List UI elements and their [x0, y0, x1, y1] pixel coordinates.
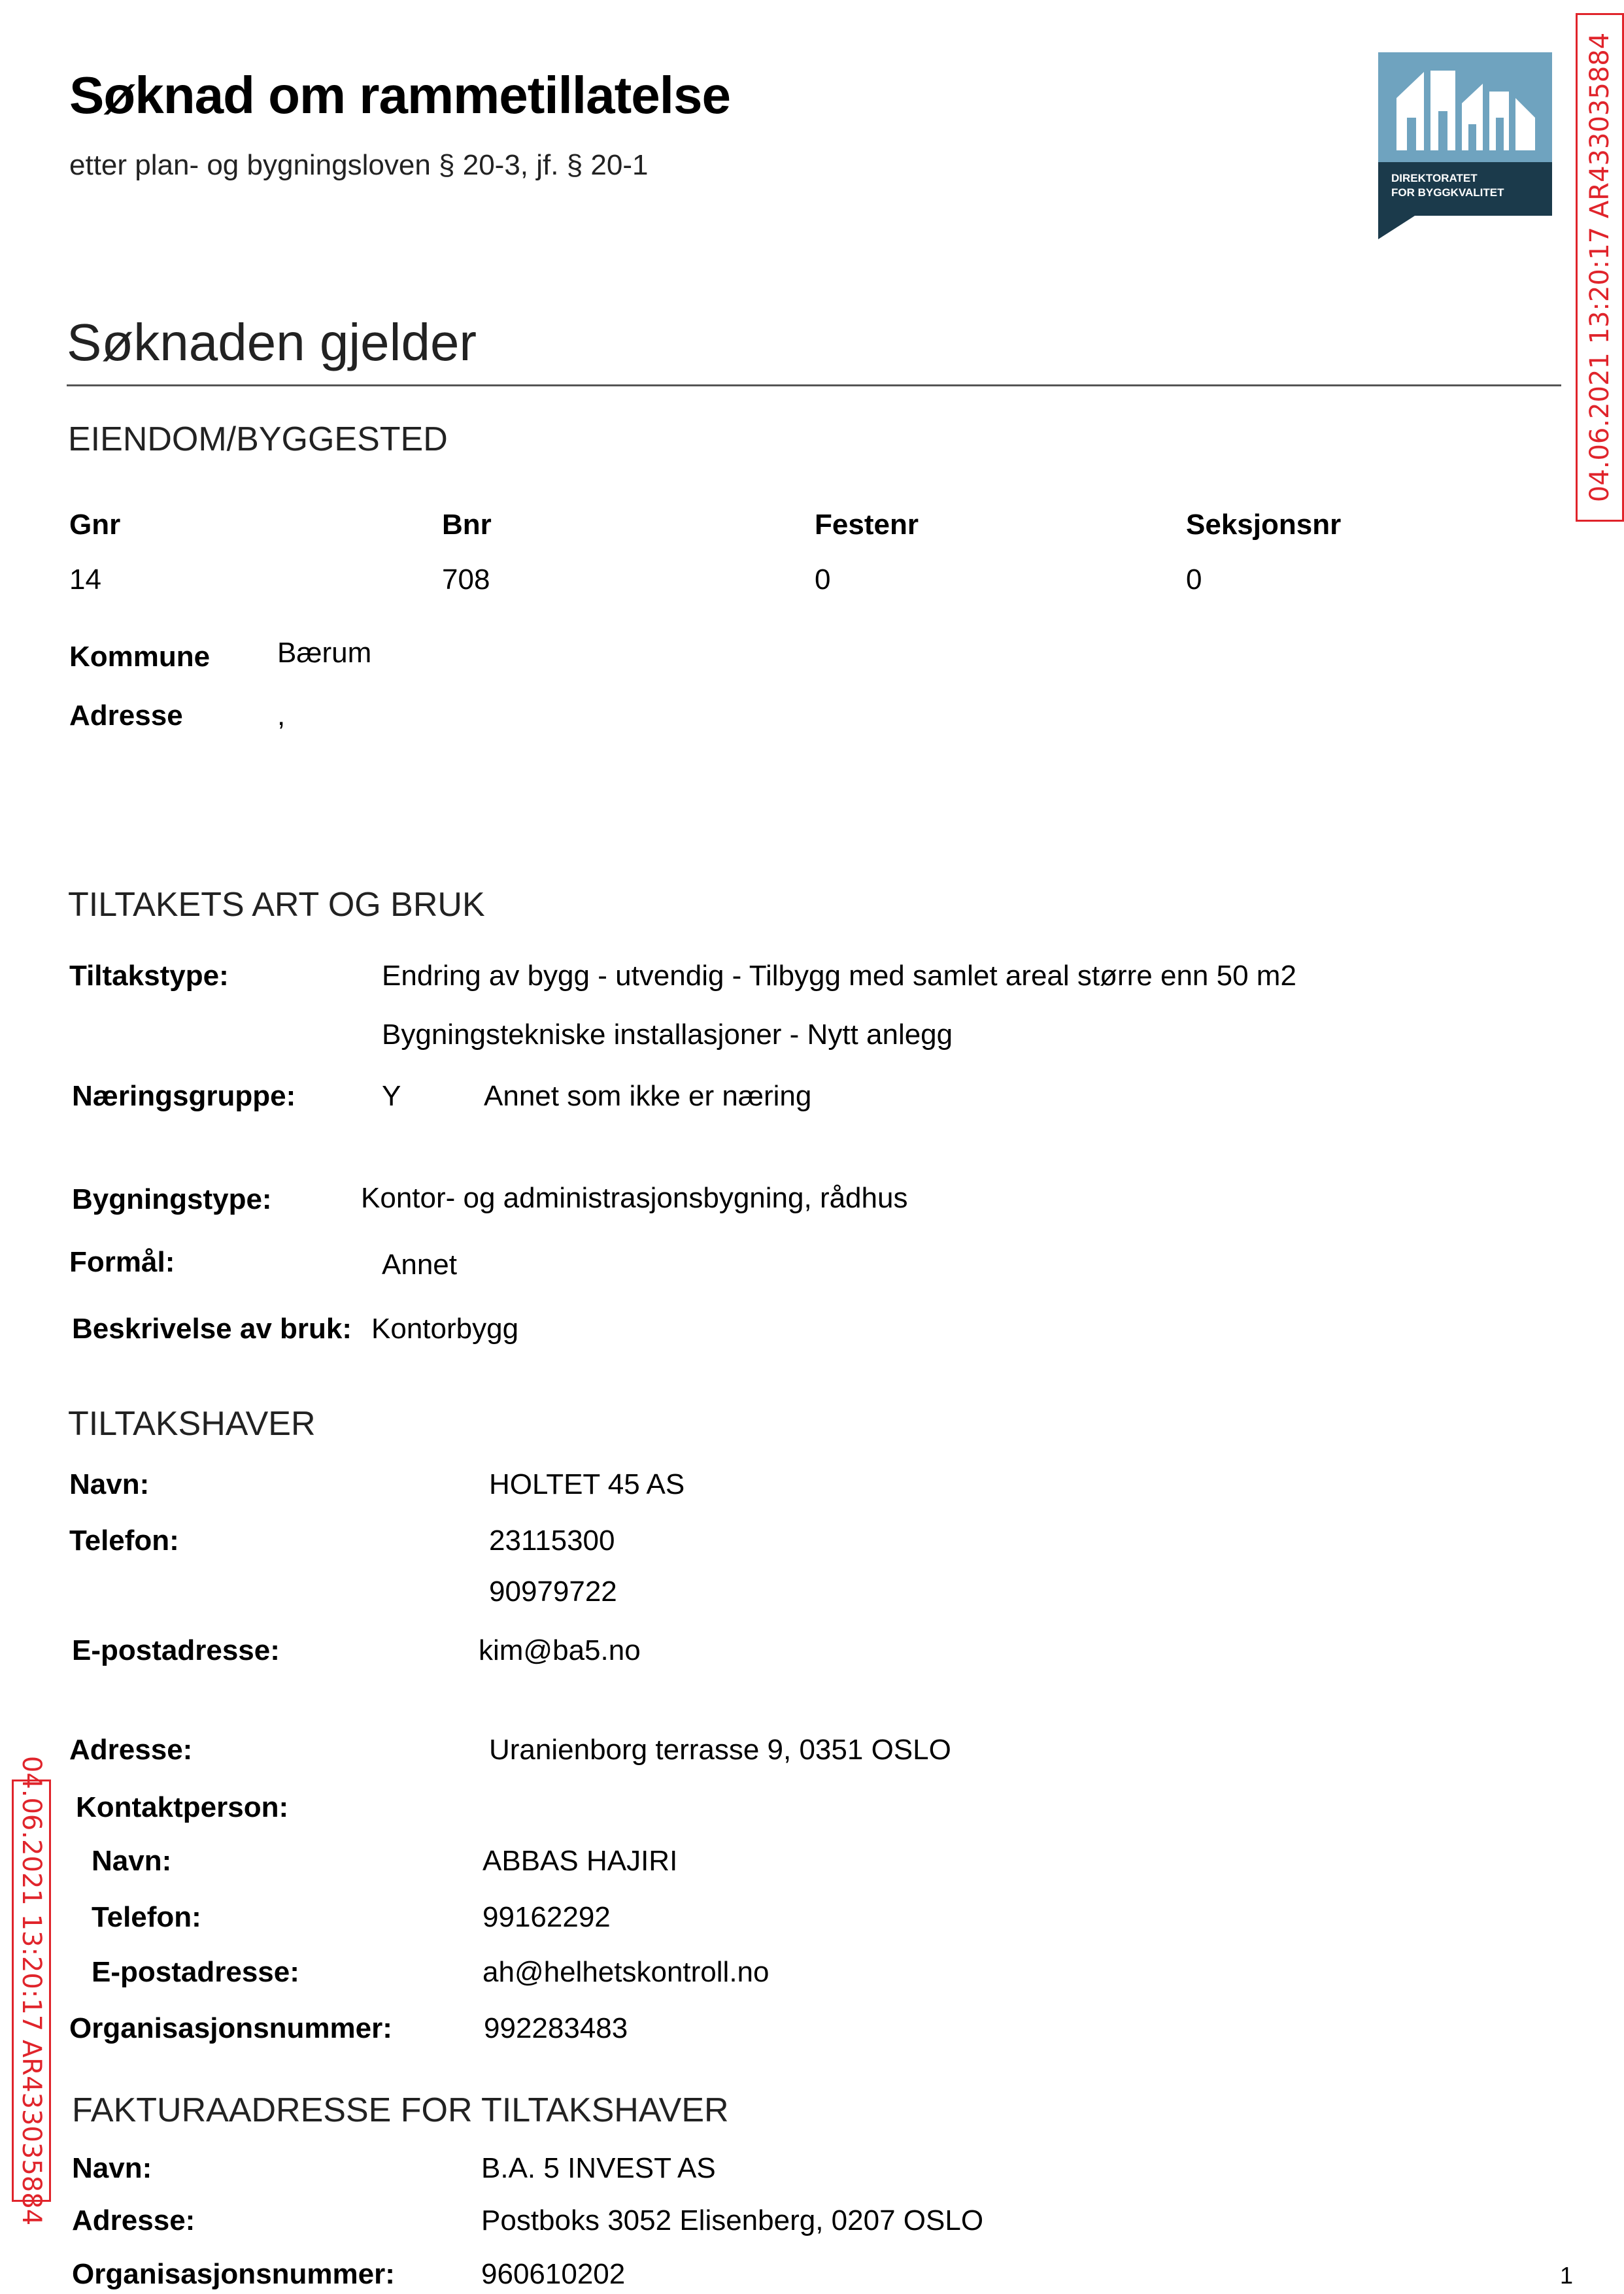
label-bnr: Bnr: [442, 509, 492, 541]
value-seksjonsnr: 0: [1186, 564, 1202, 596]
label-beskrivelse: Beskrivelse av bruk:: [72, 1313, 352, 1345]
value-kontakt-epost: ah@helhetskontroll.no: [482, 1956, 770, 1988]
value-formal: Annet: [382, 1249, 457, 1281]
label-kommune: Kommune: [69, 641, 211, 673]
timestamp-stamp-bottom: 04.06.2021 13:20:17 AR433035884: [12, 1780, 51, 2202]
label-epost: E-postadresse:: [72, 1634, 280, 1666]
page-number: 1: [1560, 2262, 1574, 2289]
value-epost: kim@ba5.no: [479, 1634, 641, 1666]
value-bnr: 708: [442, 564, 490, 596]
label-navn: Navn:: [69, 1468, 150, 1500]
value-telefon-1: 23115300: [489, 1525, 615, 1557]
value-naeringsgruppe-code: Y: [382, 1080, 401, 1112]
value-kommune: Bærum: [277, 637, 372, 669]
label-telefon: Telefon:: [69, 1525, 179, 1557]
document-subtitle: etter plan- og bygningsloven § 20-3, jf. § 20-1: [69, 149, 649, 181]
label-festenr: Festenr: [815, 509, 919, 541]
value-tiltakstype-2: Bygningstekniske installasjoner - Nytt anlegg: [382, 1019, 953, 1051]
label-kontakt-epost: E-postadresse:: [92, 1956, 299, 1988]
value-kontakt-navn: ABBAS HAJIRI: [482, 1845, 678, 1877]
label-tiltakstype: Tiltakstype:: [69, 960, 229, 992]
value-festenr: 0: [815, 564, 831, 596]
value-naeringsgruppe: Annet som ikke er næring: [484, 1080, 812, 1112]
value-orgnr: 992283483: [484, 2012, 628, 2044]
label-formal: Formål:: [69, 1246, 175, 1278]
value-navn: HOLTET 45 AS: [489, 1468, 685, 1500]
label-adresse: Adresse: [69, 700, 183, 732]
value-kontakt-telefon: 99162292: [482, 1901, 611, 1933]
value-faktura-orgnr: 960610202: [481, 2258, 626, 2290]
label-seksjonsnr: Seksjonsnr: [1186, 509, 1342, 541]
value-faktura-navn: B.A. 5 INVEST AS: [481, 2152, 716, 2184]
label-faktura-adresse: Adresse:: [72, 2204, 195, 2236]
timestamp-stamp-top: 04.06.2021 13:20:17 AR433035884: [1576, 13, 1624, 522]
label-adresse-tiltakshaver: Adresse:: [69, 1734, 193, 1766]
building-icon: [1378, 52, 1552, 162]
value-tiltakstype-1: Endring av bygg - utvendig - Tilbygg med samlet areal større enn 50 m2: [382, 960, 1296, 992]
value-bygningstype: Kontor- og administrasjonsbygning, rådhus: [361, 1182, 908, 1214]
section-heading-tiltak: TILTAKETS ART OG BRUK: [68, 886, 485, 924]
value-adresse: ,: [277, 700, 286, 732]
value-beskrivelse: Kontorbygg: [371, 1313, 519, 1345]
label-kontaktperson: Kontaktperson:: [76, 1791, 289, 1823]
label-orgnr: Organisasjonsnummer:: [69, 2012, 392, 2044]
label-faktura-orgnr: Organisasjonsnummer:: [72, 2258, 395, 2290]
main-heading: Søknaden gjelder: [67, 313, 477, 371]
label-bygningstype: Bygningstype:: [72, 1183, 272, 1215]
section-heading-faktura: FAKTURAADRESSE FOR TILTAKSHAVER: [72, 2091, 729, 2129]
logo-wordmark: DIREKTORATET FOR BYGGKVALITET: [1378, 162, 1552, 216]
value-telefon-2: 90979722: [489, 1576, 617, 1608]
document-title: Søknad om rammetillatelse: [69, 66, 730, 124]
label-naeringsgruppe: Næringsgruppe:: [72, 1080, 296, 1112]
section-heading-tiltakshaver: TILTAKSHAVER: [68, 1405, 316, 1443]
label-kontakt-telefon: Telefon:: [92, 1901, 201, 1933]
dibk-logo: [1378, 52, 1552, 216]
label-gnr: Gnr: [69, 509, 121, 541]
value-gnr: 14: [69, 564, 101, 596]
label-faktura-navn: Navn:: [72, 2152, 152, 2184]
label-kontakt-navn: Navn:: [92, 1845, 172, 1877]
value-adresse-tiltakshaver: Uranienborg terrasse 9, 0351 OSLO: [489, 1734, 951, 1766]
value-faktura-adresse: Postboks 3052 Elisenberg, 0207 OSLO: [481, 2204, 984, 2236]
section-heading-eiendom: EIENDOM/BYGGESTED: [68, 420, 448, 458]
heading-divider: [67, 384, 1561, 386]
logo-tail: [1378, 216, 1415, 239]
